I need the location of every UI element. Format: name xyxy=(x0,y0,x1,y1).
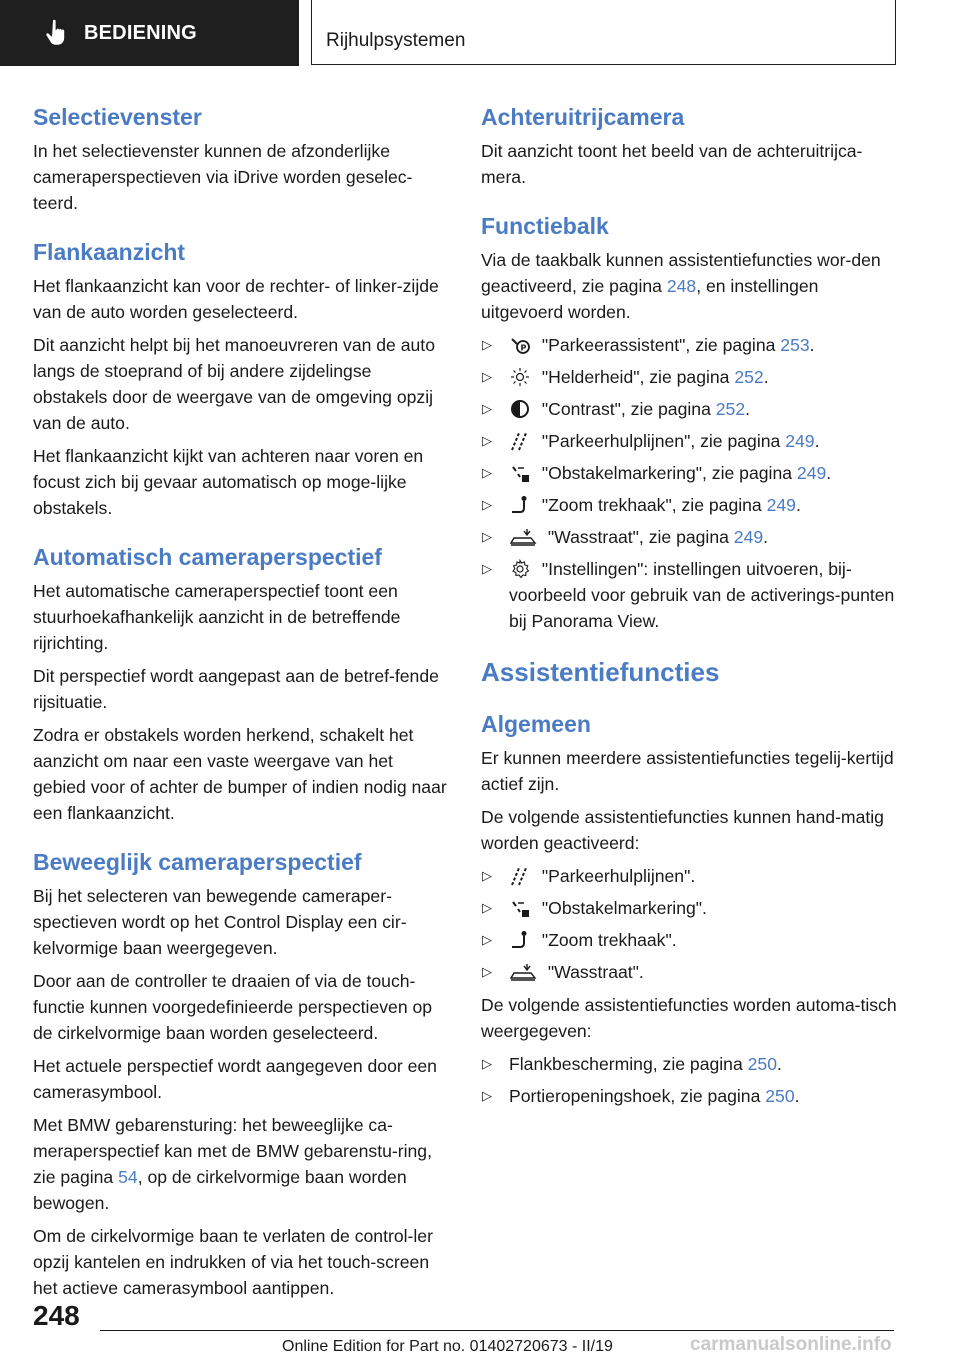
list-item: ▷ Portieropeningshoek, zie pagina 250. xyxy=(481,1083,897,1109)
edition-text: Online Edition for Part no. 01402720673 - II/19 xyxy=(282,1338,613,1355)
car-wash-icon xyxy=(509,962,537,982)
tow-hitch-icon xyxy=(509,930,531,950)
triangle-bullet-icon: ▷ xyxy=(482,529,492,544)
paragraph: De volgende assistentiefuncties kunnen hand-matig worden geactiveerd: xyxy=(481,807,884,853)
list-item: ▷ "Zoom trekhaak", zie pagina 249. xyxy=(481,492,897,518)
page-link[interactable]: 249 xyxy=(796,463,827,483)
heading-beweeglijk-cameraperspectief: Beweeglijk cameraperspectief xyxy=(33,849,362,875)
page-link[interactable]: 248 xyxy=(666,276,697,296)
list-item: ▷ P "Parkeerassistent", zie pagina 253. xyxy=(481,332,897,358)
paragraph: Met BMW gebarensturing: het beweeglijke ca-meraperspectief kan met de BMW gebarenstu-ring, zie pagina 54, op de cirkelvormige baan worden bewogen. xyxy=(33,1115,432,1213)
park-assistant-icon xyxy=(509,335,531,355)
paragraph: Dit aanzicht helpt bij het manoeuvreren van de auto langs de stoeprand of bij andere zijdelingse obstakels door de weergave van de omgeving opzij van de auto. xyxy=(33,335,435,433)
paragraph: Het actuele perspectief wordt aangegeven door een camerasymbool. xyxy=(33,1056,437,1102)
paragraph: Het flankaanzicht kijkt van achteren naar voren en focust zich bij gevaar automatisch op moge-lijke obstakels. xyxy=(33,446,424,518)
list-item: ▷ "Wasstraat". xyxy=(481,959,897,985)
paragraph: Het flankaanzicht kan voor de rechter- of linker-zijde van de auto worden geselecteerd. xyxy=(33,276,439,322)
paragraph: Door aan de controller te draaien of via de touch-functie kunnen voorgedefinieerde perspectieven op de cirkelvormige baan worden geselecteerd. xyxy=(33,971,433,1043)
tow-hitch-icon xyxy=(509,495,531,515)
paragraph: Er kunnen meerdere assistentiefuncties tegelij-kertijd actief zijn. xyxy=(481,748,894,794)
right-column xyxy=(481,100,897,1116)
triangle-bullet-icon: ▷ xyxy=(482,561,492,576)
obstacle-marking-icon xyxy=(509,898,531,918)
heading-automatisch-cameraperspectief: Automatisch cameraperspectief xyxy=(33,544,382,570)
triangle-bullet-icon: ▷ xyxy=(482,369,492,384)
paragraph: Het automatische cameraperspectief toont een stuurhoekafhankelijk aanzicht in de betreffende rijrichting. xyxy=(33,581,401,653)
left-column xyxy=(33,100,449,1308)
list-item: ▷ "Obstakelmarkering". xyxy=(481,895,897,921)
hand-pointer-icon xyxy=(44,18,70,48)
triangle-bullet-icon: ▷ xyxy=(482,932,492,947)
page-link[interactable]: 252 xyxy=(734,367,764,387)
chapter-title: Rijhulpsystemen xyxy=(326,30,466,51)
triangle-bullet-icon: ▷ xyxy=(482,1056,492,1071)
list-item: ▷ "Contrast", zie pagina 252. xyxy=(481,396,897,422)
heading-flankaanzicht: Flankaanzicht xyxy=(33,239,186,265)
page-link[interactable]: 249 xyxy=(766,495,796,515)
list-item: ▷ "Wasstraat", zie pagina 249. xyxy=(481,524,897,550)
svg-text:P: P xyxy=(520,343,527,353)
list-item: ▷ "Parkeerhulplijnen", zie pagina 249. xyxy=(481,428,897,454)
paragraph: In het selectievenster kunnen de afzonderlijke cameraperspectieven via iDrive worden geselec-teerd. xyxy=(33,141,413,213)
watermark: carmanualsonline.info xyxy=(690,1334,892,1355)
paragraph: Dit aanzicht toont het beeld van de achteruitrijca-mera. xyxy=(481,141,863,187)
page-number: 248 xyxy=(33,1300,80,1331)
list-item: ▷ "Zoom trekhaak". xyxy=(481,927,897,953)
brightness-icon xyxy=(509,367,531,387)
page-link[interactable]: 250 xyxy=(765,1086,795,1106)
triangle-bullet-icon: ▷ xyxy=(482,1088,492,1103)
triangle-bullet-icon: ▷ xyxy=(482,900,492,915)
page-link[interactable]: 249 xyxy=(733,527,764,547)
list-item: ▷ "Helderheid", zie pagina 252. xyxy=(481,364,897,390)
section-tab xyxy=(0,0,299,66)
triangle-bullet-icon: ▷ xyxy=(482,401,492,416)
page-link[interactable]: 249 xyxy=(785,431,815,451)
paragraph: Zodra er obstakels worden herkend, schakelt het aanzicht om naar een vaste weergave van het gebied voor of achter de bumper of indien nodig naar een flankaanzicht. xyxy=(33,725,447,823)
section-title: BEDIENING xyxy=(84,21,197,44)
triangle-bullet-icon: ▷ xyxy=(482,337,492,352)
obstacle-marking-icon xyxy=(509,463,531,483)
parking-lines-icon xyxy=(509,866,531,886)
heading-functiebalk: Functiebalk xyxy=(481,213,609,239)
page-header xyxy=(0,0,960,66)
list-item: ▷ "Obstakelmarkering", zie pagina 249. xyxy=(481,460,897,486)
manual-function-list xyxy=(481,863,897,985)
chapter-box xyxy=(311,0,896,65)
paragraph: De volgende assistentiefuncties worden automa-tisch weergegeven: xyxy=(481,995,897,1041)
list-item: ▷ "Parkeerhulplijnen". xyxy=(481,863,897,889)
auto-function-list xyxy=(481,1051,897,1109)
car-wash-icon xyxy=(509,527,537,547)
triangle-bullet-icon: ▷ xyxy=(482,497,492,512)
paragraph: Via de taakbalk kunnen assistentiefuncties wor-den geactiveerd, zie pagina 248, en instellingen uitgevoerd worden. xyxy=(481,250,881,322)
list-item: ▷ "Instellingen": instellingen uitvoeren, bij-voorbeeld voor gebruik van de activerings-punten bij Panorama View. xyxy=(481,556,897,634)
page-link[interactable]: 253 xyxy=(780,335,810,355)
page-link[interactable]: 250 xyxy=(747,1054,777,1074)
heading-achteruitrijcamera: Achteruitrijcamera xyxy=(481,104,685,130)
contrast-icon xyxy=(509,399,531,419)
paragraph: Om de cirkelvormige baan te verlaten de control-ler opzij kantelen en indrukken of via het touch-screen het actieve camerasymbool aantippen. xyxy=(33,1226,433,1298)
triangle-bullet-icon: ▷ xyxy=(482,433,492,448)
heading-algemeen: Algemeen xyxy=(481,711,591,737)
triangle-bullet-icon: ▷ xyxy=(482,964,492,979)
list-item: ▷ Flankbescherming, zie pagina 250. xyxy=(481,1051,897,1077)
function-list xyxy=(481,332,897,634)
heading-selectievenster: Selectievenster xyxy=(33,104,202,130)
settings-icon xyxy=(509,559,531,579)
footer-divider xyxy=(100,1330,894,1331)
page-link[interactable]: 54 xyxy=(118,1167,138,1187)
triangle-bullet-icon: ▷ xyxy=(482,465,492,480)
page-link[interactable]: 252 xyxy=(715,399,746,419)
parking-lines-icon xyxy=(509,431,531,451)
heading-assistentiefuncties: Assistentiefuncties xyxy=(481,657,720,687)
paragraph: Dit perspectief wordt aangepast aan de betref-fende rijsituatie. xyxy=(33,666,439,712)
triangle-bullet-icon: ▷ xyxy=(482,868,492,883)
paragraph: Bij het selecteren van bewegende cameraper-spectieven wordt op het Control Display een cir-kelvormige baan weergegeven. xyxy=(33,886,407,958)
